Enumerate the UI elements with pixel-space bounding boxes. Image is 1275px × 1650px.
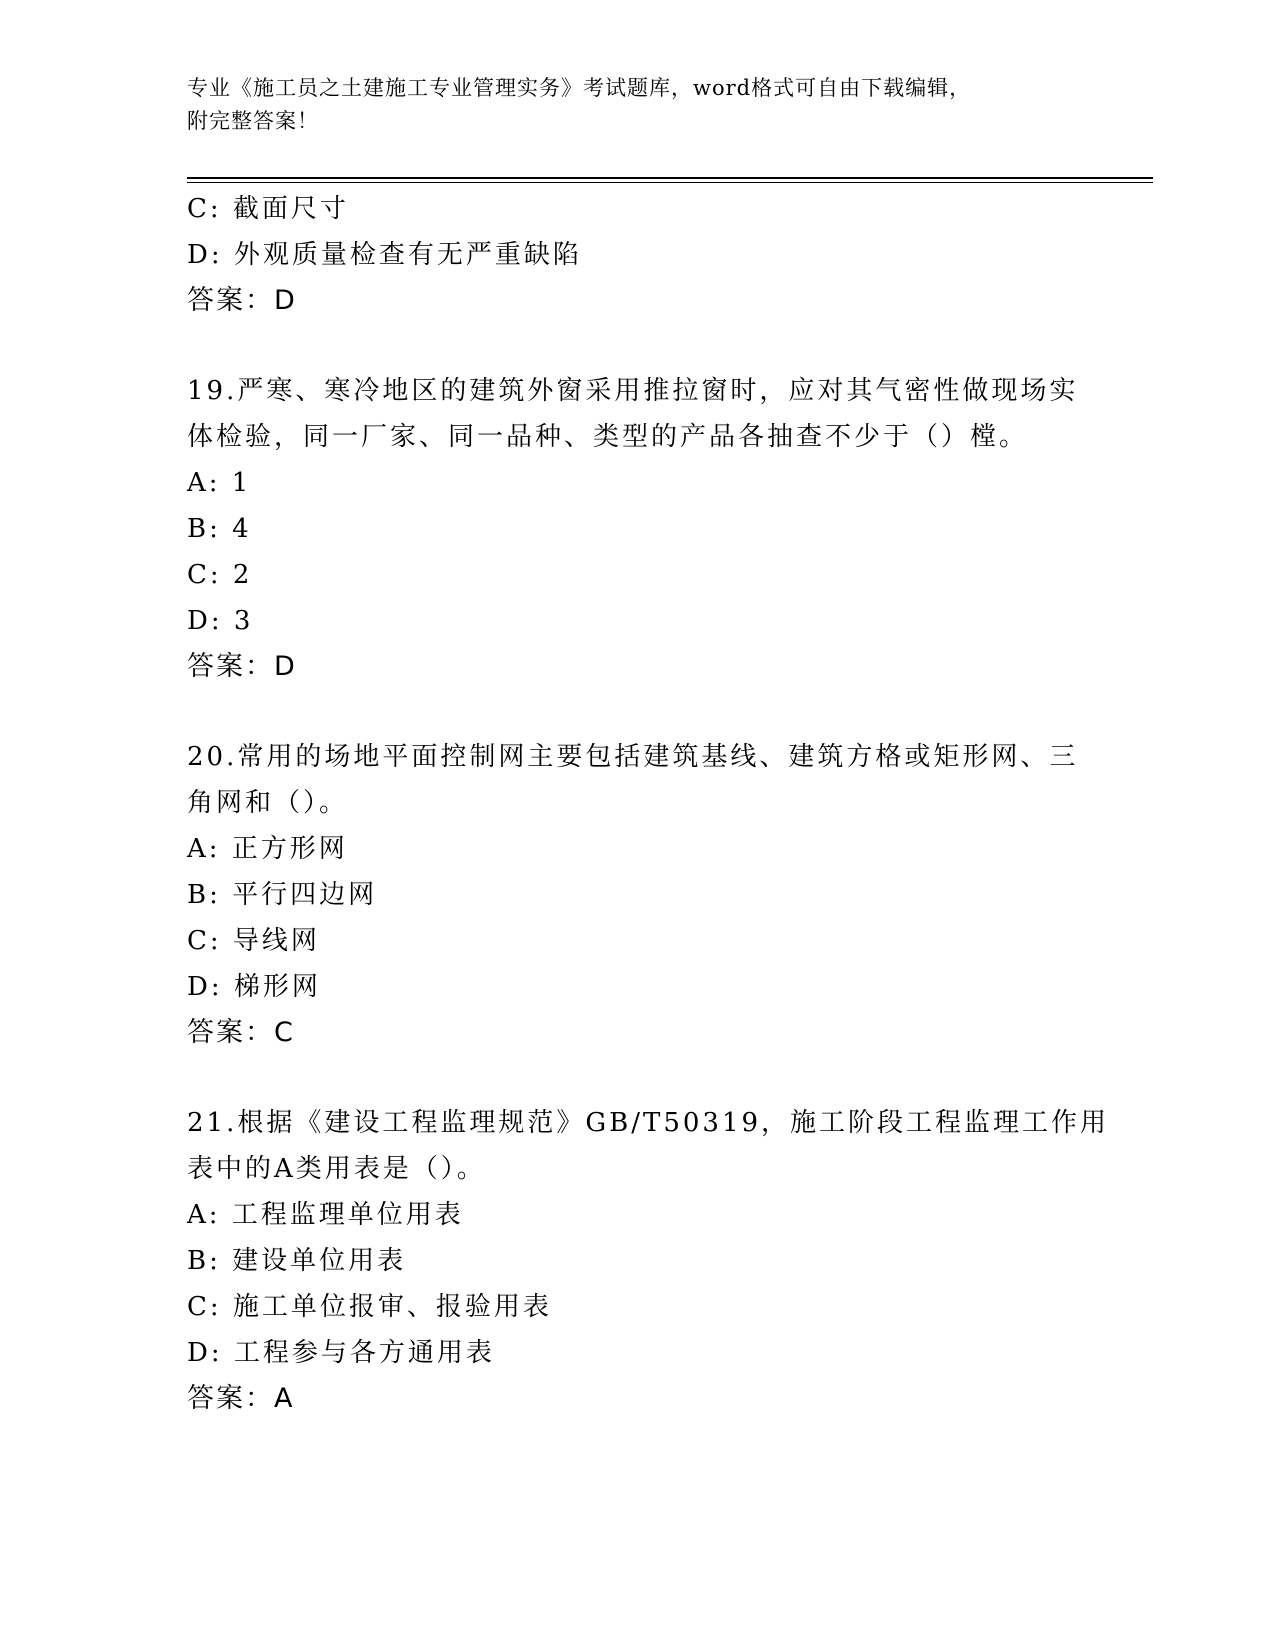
option-c: C: 导线网 bbox=[187, 926, 320, 956]
option-b: B: 建设单位用表 bbox=[187, 1246, 407, 1276]
option-a: A: 正方形网 bbox=[187, 834, 348, 864]
question-stem: 角网和（）。 bbox=[187, 788, 349, 818]
option-b: B: 平行四边网 bbox=[187, 880, 378, 910]
document-header bbox=[187, 72, 1067, 138]
header-line-2: 附完整答案！ bbox=[187, 109, 319, 133]
answer: 答案：D bbox=[187, 651, 297, 682]
question-stem: 21.根据《建设工程监理规范》GB/T50319，施工阶段工程监理工作用 bbox=[187, 1108, 1110, 1138]
option-d: D: 工程参与各方通用表 bbox=[187, 1338, 495, 1368]
answer: 答案：C bbox=[187, 1017, 295, 1048]
header-divider bbox=[187, 177, 1153, 183]
continued-question bbox=[187, 186, 1067, 324]
option-d: D: 3 bbox=[187, 606, 254, 636]
question-list bbox=[187, 186, 1110, 1422]
question-21 bbox=[187, 1100, 1110, 1422]
question-stem: 20.常用的场地平面控制网主要包括建筑基线、建筑方格或矩形网、三 bbox=[187, 742, 1079, 772]
question-stem: 表中的A类用表是（）。 bbox=[187, 1154, 486, 1184]
option-c: C: 施工单位报审、报验用表 bbox=[187, 1292, 552, 1322]
option-b: B: 4 bbox=[187, 514, 252, 544]
option-d: D: 梯形网 bbox=[187, 972, 321, 1002]
answer: 答案：D bbox=[187, 285, 297, 316]
option-a: A: 1 bbox=[187, 468, 252, 498]
question-stem: 体检验，同一厂家、同一品种、类型的产品各抽查不少于（）樘。 bbox=[187, 422, 1029, 452]
spacer bbox=[187, 690, 1067, 734]
spacer bbox=[187, 1056, 1067, 1100]
question-19 bbox=[187, 368, 1079, 690]
spacer bbox=[187, 324, 1067, 368]
header-line-1: 专业《施工员之土建施工专业管理实务》考试题库，word格式可自由下载编辑， bbox=[187, 76, 972, 100]
option-c: C: 截面尺寸 bbox=[187, 194, 349, 224]
question-stem: 19.严寒、寒冷地区的建筑外窗采用推拉窗时，应对其气密性做现场实 bbox=[187, 376, 1079, 406]
question-20 bbox=[187, 734, 1079, 1056]
option-a: A: 工程监理单位用表 bbox=[187, 1200, 464, 1230]
option-d: D: 外观质量检查有无严重缺陷 bbox=[187, 240, 582, 270]
option-c: C: 2 bbox=[187, 560, 253, 590]
answer: 答案：A bbox=[187, 1383, 295, 1414]
